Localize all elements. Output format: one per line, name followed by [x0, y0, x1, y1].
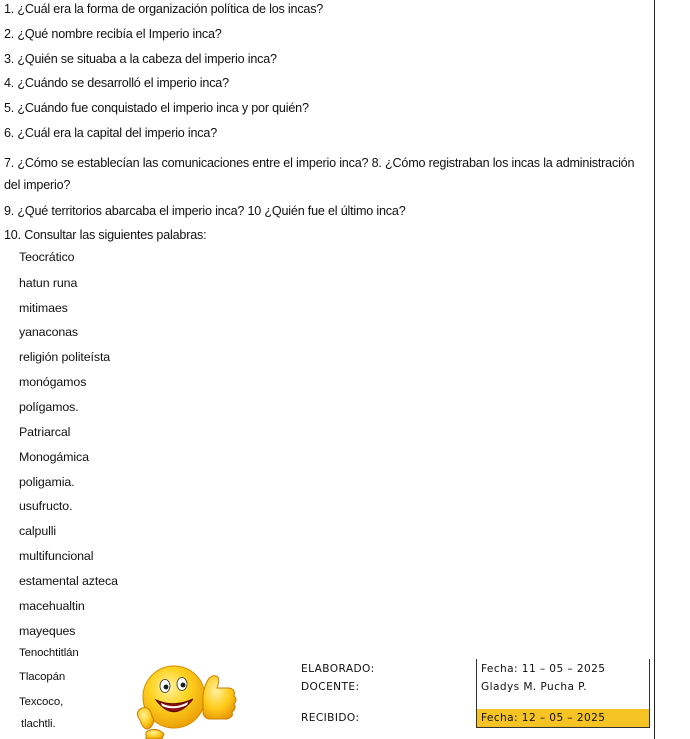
- question-4: 4. ¿Cuándo se desarrolló el imperio inca?: [4, 76, 229, 90]
- term-item: Teocrático: [19, 250, 75, 264]
- recibido-label: RECIBIDO:: [301, 712, 360, 724]
- elaborado-label: ELABORADO:: [301, 663, 375, 675]
- term-item: yanaconas: [19, 325, 79, 339]
- term-item: poligamia.: [19, 475, 75, 489]
- term-item: multifuncional: [19, 549, 94, 563]
- term-item: monógamos: [19, 375, 87, 389]
- question-9-10: 9. ¿Qué territorios abarcaba el imperio inca? 10 ¿Quién fue el último inca?: [4, 204, 406, 218]
- term-item: Tenochtitlán: [19, 647, 79, 659]
- term-item: estamental azteca: [19, 574, 118, 588]
- question-10-consultar: 10. Consultar las siguientes palabras:: [4, 228, 207, 242]
- term-item: mayeques: [19, 624, 76, 638]
- question-1: 1. ¿Cuál era la forma de organización política de los incas?: [4, 2, 324, 16]
- docente-name: Gladys M. Pucha P.: [481, 681, 588, 693]
- term-item: usufructo.: [19, 499, 73, 513]
- footer-divider: [476, 659, 477, 727]
- term-item: Monogámica: [19, 450, 89, 464]
- fecha-recibido: Fecha: 12 – 05 – 2025: [481, 712, 606, 724]
- term-item: Texcoco,: [19, 696, 64, 708]
- term-item: Tlacopán: [19, 671, 66, 683]
- question-5: 5. ¿Cuándo fue conquistado el imperio inca y por quién?: [4, 101, 309, 115]
- smiley-thumbs-up-icon: [132, 660, 242, 739]
- docente-label: DOCENTE:: [301, 681, 360, 693]
- term-item: tlachtli.: [21, 718, 56, 730]
- page-border: [654, 0, 655, 739]
- footer-divider: [476, 727, 650, 728]
- term-item: calpulli: [19, 524, 57, 538]
- term-item: hatun runa: [19, 276, 78, 290]
- term-item: polígamos.: [19, 400, 79, 414]
- question-6: 6. ¿Cuál era la capital del imperio inca?: [4, 126, 218, 140]
- fecha-elaborado: Fecha: 11 – 05 – 2025: [481, 663, 606, 675]
- footer-divider: [649, 659, 650, 727]
- term-item: Patriarcal: [19, 425, 71, 439]
- term-item: mitimaes: [19, 301, 68, 315]
- question-3: 3. ¿Quién se situaba a la cabeza del imperio inca?: [4, 52, 277, 66]
- term-item: macehualtin: [19, 599, 85, 613]
- term-item: religión politeísta: [19, 350, 111, 364]
- question-7-8: 7. ¿Cómo se establecían las comunicaciones entre el imperio inca? 8. ¿Cómo registraban los incas la administración del imperio?: [4, 156, 635, 192]
- question-2: 2. ¿Qué nombre recibía el Imperio inca?: [4, 27, 222, 41]
